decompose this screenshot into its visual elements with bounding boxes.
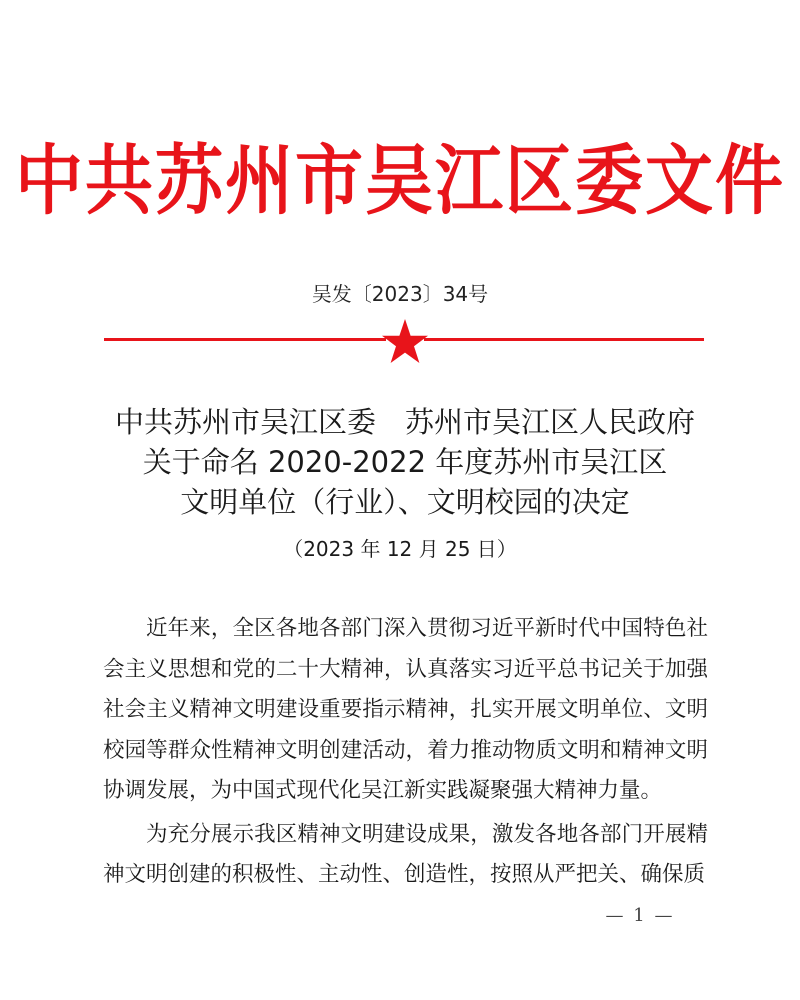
red-divider-left xyxy=(104,338,386,341)
title-line-1: 中共苏州市吴江区委 苏州市吴江区人民政府 xyxy=(114,405,695,439)
star-icon xyxy=(381,318,429,364)
red-divider-right xyxy=(424,338,704,341)
title-line-2: 关于命名 2020-2022 年度苏州市吴江区 xyxy=(142,445,668,479)
body-paragraph-1: 近年来，全区各地各部门深入贯彻习近平新时代中国特色社会主义思想和党的二十大精神，认真落实习近平总书记关于加强社会主义精神文明建设重要指示精神，扎实开展文明单位、文明校园等群众性精神文明创建活动，着力推动物质文明和精神文明协调发展，为中国式现代化吴江新实践凝聚强大精神力量。 xyxy=(103,616,708,803)
document-body xyxy=(103,609,708,899)
document-number: 吴发〔2023〕34号 xyxy=(311,282,489,306)
title-line-3: 文明单位（行业）、文明校园的决定 xyxy=(180,485,630,519)
document-masthead: 中共苏州市吴江区委文件 xyxy=(14,137,785,227)
document-title xyxy=(60,402,750,522)
document-date: （2023 年 12 月 25 日） xyxy=(283,537,517,561)
page-number: — 1 — xyxy=(605,905,675,926)
body-paragraph-2: 为充分展示我区精神文明建设成果，激发各地各部门开展精神文明创建的积极性、主动性、创造性，按照从严把关、确保质 xyxy=(103,821,708,887)
